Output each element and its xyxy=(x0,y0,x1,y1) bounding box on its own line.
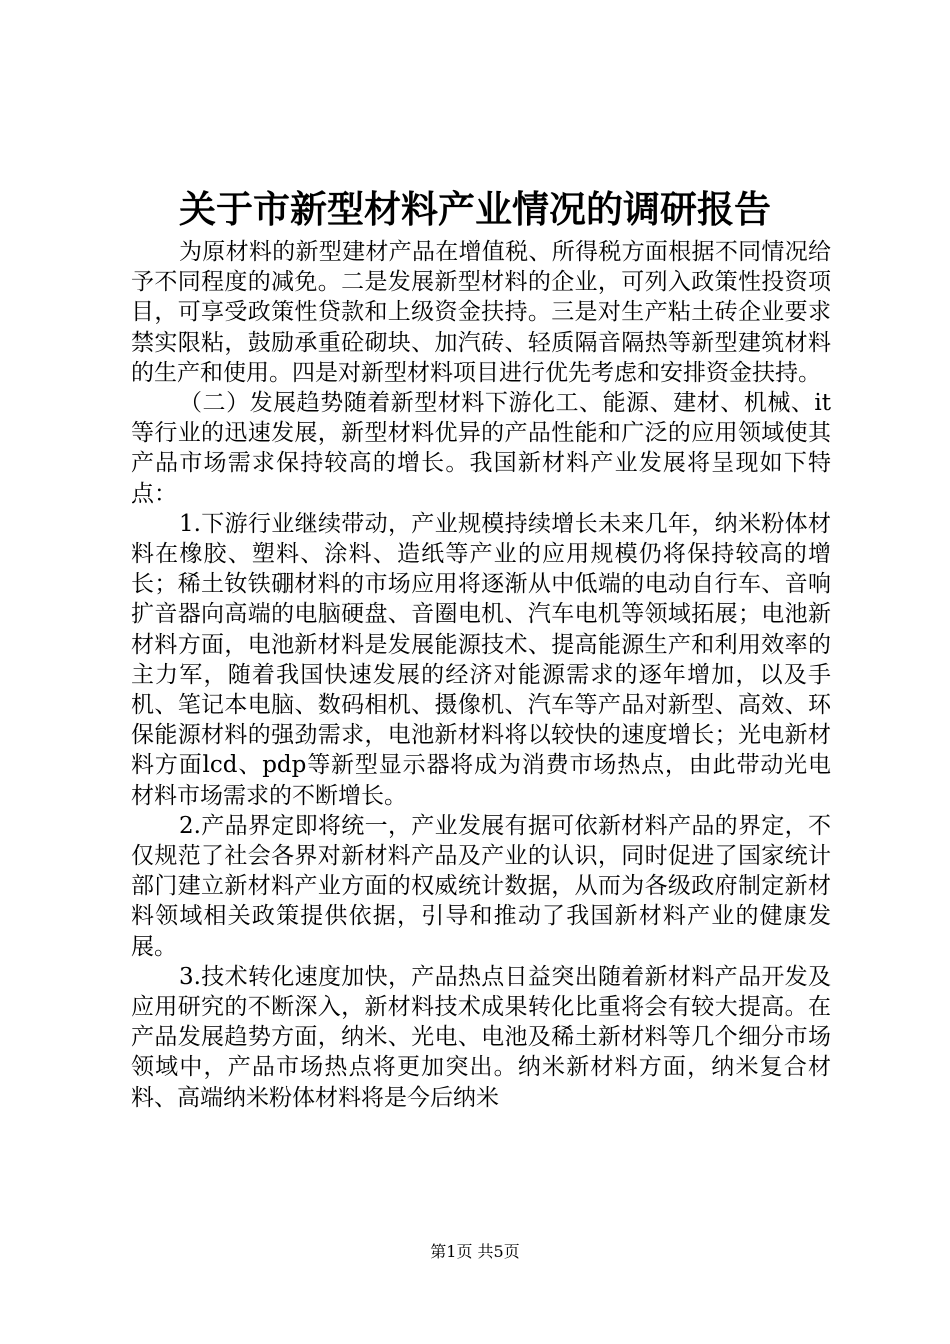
document-title: 关于市新型材料产业情况的调研报告 xyxy=(179,187,771,231)
paragraph-2: （二）发展趋势随着新型材料下游化工、能源、建材、机械、it等行业的迅速发展，新型材料优异的产品性能和广泛的应用领域使其产品市场需求保持较高的增长。我国新材料产业发展将呈现如下特点： xyxy=(131,390,831,507)
paragraph-1: 为原材料的新型建材产品在增值税、所得税方面根据不同情况给予不同程度的减免。二是发展新型材料的企业，可列入政策性投资项目，可享受政策性贷款和上级资金扶持。三是对生产粘土砖企业要求禁实限粘，鼓励承重砼砌块、加汽砖、轻质隔音隔热等新型建筑材料的生产和使用。四是对新型材料项目进行优先考虑和安排资金扶持。 xyxy=(131,239,831,386)
paragraph-5: 3.技术转化速度加快，产品热点日益突出随着新材料产品开发及应用研究的不断深入，新材料技术成果转化比重将会有较大提高。在产品发展趋势方面，纳米、光电、电池及稀土新材料等几个细分市场领域中，产品市场热点将更加突出。纳米新材料方面，纳米复合材料、高端纳米粉体材料将是今后纳米 xyxy=(131,963,831,1111)
paragraph-3: 1.下游行业继续带动，产业规模持续增长未来几年，纳米粉体材料在橡胶、塑料、涂料、造纸等产业的应用规模仍将保持较高的增长；稀土钕铁硼材料的市场应用将逐渐从中低端的电动自行车、音响扩音器向高端的电脑硬盘、音圈电机、汽车电机等领域拓展；电池新材料方面，电池新材料是发展能源技术、提高能源生产和利用效率的主力军，随着我国快速发展的经济对能源需求的逐年增加，以及手机、笔记本电脑、数码相机、摄像机、汽车等产品对新型、高效、环保能源材料的强劲需求，电池新材料将以较快的速度增长；光电新材料方面lcd、pdp等新型显示器将成为消费市场热点，由此带动光电材料市场需求的不断增长。 xyxy=(131,510,831,809)
document-body xyxy=(131,237,831,1113)
paragraph-4: 2.产品界定即将统一，产业发展有据可依新材料产品的界定，不仅规范了社会各界对新材料产品及产业的认识，同时促进了国家统计部门建立新材料产业方面的权威统计数据，从而为各级政府制定新材料领域相关政策提供依据，引导和推动了我国新材料产业的健康发展。 xyxy=(131,812,831,960)
page-footer: 第1页 共5页 xyxy=(430,1242,520,1261)
